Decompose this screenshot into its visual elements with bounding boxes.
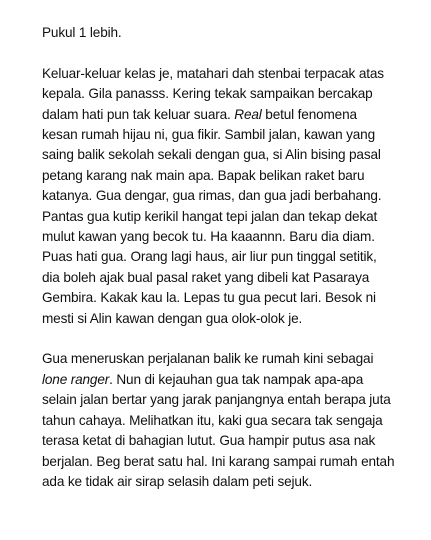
text-line: saing balik sekolah sekali dengan gua, si Alin bising pasal — [42, 147, 381, 163]
text-line: katanya. Gua dengar, gua rimas, dan gua jadi berbahang. — [42, 188, 382, 204]
text-line: berjalan. Beg berat satu hal. Ini karang sampai rumah entah — [42, 453, 395, 469]
text-line: dia boleh ajak bual pasal raket yang dibeli kat Pasaraya — [42, 269, 370, 285]
paragraph-2 — [42, 349, 421, 492]
opening-line: Pukul 1 lebih. — [42, 25, 122, 40]
italic-word: Real — [234, 106, 262, 122]
text-line: Pantas gua kutip kerikil hangat tepi jalan dan tekap dekat — [42, 208, 378, 224]
italic-phrase: lone ranger — [42, 371, 110, 387]
text-line — [42, 105, 421, 125]
text-line: mesti si Alin kawan dengan gua olok-olok je. — [42, 310, 303, 326]
text-line: Keluar-keluar kelas je, matahari dah stenbai terpacak atas — [42, 65, 384, 81]
text-run: betul fenomena — [265, 106, 357, 122]
text-line: terasa ketat di bahagian lutut. Gua hampir putus asa nak — [42, 433, 376, 449]
text-line — [42, 370, 421, 390]
text-line: petang karang nak main apa. Bapak belikan raket baru — [42, 167, 365, 183]
text-line: tahun cahaya. Melihatkan itu, kaki gua secara tak sengaja — [42, 412, 383, 428]
text-line: Gembira. Kakak kau la. Lepas tu gua pecut lari. Besok ni — [42, 290, 376, 306]
text-line: ada ke tidak air sirap selasih dalam peti sejuk. — [42, 473, 313, 489]
text-line: Puas hati gua. Orang lagi haus, air liur pun tinggal setitik, — [42, 249, 377, 265]
text-line: Gua meneruskan perjalanan balik ke rumah kini sebagai — [42, 351, 374, 367]
text-run: dalam hati pun tak keluar suara. — [42, 106, 231, 122]
text-line: kepala. Gila panasss. Kering tekak sampaikan bercakap — [42, 86, 373, 102]
paragraph-gap — [42, 43, 421, 63]
paragraph-1 — [42, 64, 421, 329]
paragraph-gap — [42, 329, 421, 349]
text-line: mulut kawan yang becok tu. Ha kaaannn. Baru dia diam. — [42, 229, 375, 245]
text-line: kesan rumah hijau ni, gua fikir. Sambil jalan, kawan yang — [42, 127, 375, 143]
text-line: selain jalan bertar yang jarak panjangnya entah berapa juta — [42, 392, 391, 408]
text-run: . Nun di kejauhan gua tak nampak apa-apa — [109, 371, 364, 387]
